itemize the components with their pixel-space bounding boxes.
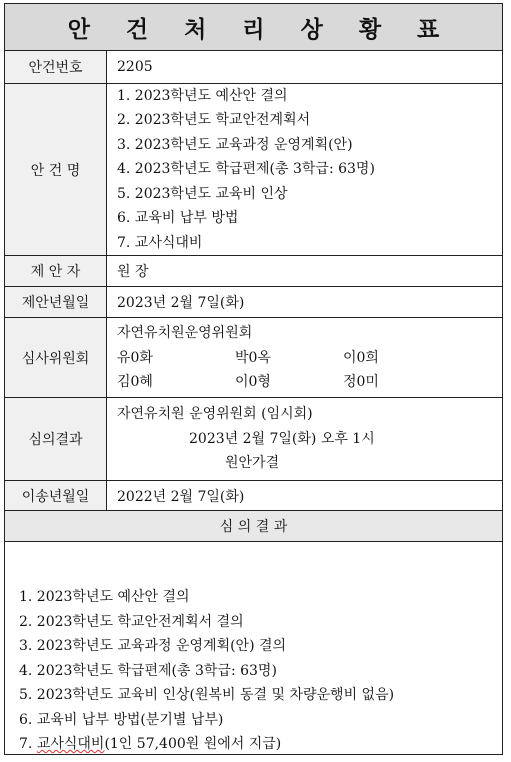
agenda-item: 5. 2023학년도 교육비 인상 [117,185,288,202]
review-committee-label: 심사위원회 [5,318,107,397]
agenda-item: 2. 2023학년도 학교안전계획서 [117,112,311,129]
proposer-row [5,256,502,287]
deliberation-value [107,398,502,480]
review-committee-value [107,318,502,397]
transfer-date-label: 이송년월일 [5,481,107,510]
agenda-row [5,84,502,256]
result-item: 5. 2023학년도 교육비 인상(원복비 동결 및 차량운행비 없음) [19,687,395,703]
deliberation-row [5,398,502,481]
deliberation-decision: 원안가결 [225,455,280,472]
results-heading: 심 의 결 과 [5,511,502,542]
committee-name: 자연유치원운영위원회 [117,325,253,342]
result-item-underlined: 교사식대비 [36,736,105,752]
document-sheet [4,3,503,755]
proposal-date-row [5,287,502,318]
agenda-item: 1. 2023학년도 예산안 결의 [117,87,288,104]
proposal-date-value: 2023년 2월 7일(화) [117,295,245,311]
committee-member: 박0옥 [235,349,271,366]
result-item: 6. 교육비 납부 방법(분기별 납부) [19,711,224,728]
review-committee-row [5,318,502,398]
page-title-text: 안 건 처 리 상 황 표 [67,16,454,43]
agenda-item: 3. 2023학년도 교육과정 운영계획(안) [117,136,353,153]
agenda-number-row [5,51,502,84]
transfer-date-value: 2022년 2월 7일(화) [117,488,245,505]
result-item-suffix: (1인 57,400원 원에서 지급) [104,736,282,752]
result-item: 3. 2023학년도 교육과정 운영계획(안) 결의 [19,638,287,654]
committee-member: 유0화 [117,349,153,366]
deliberation-datetime: 2023년 2월 7일(화) 오후 1시 [189,430,375,447]
result-item: 2. 2023학년도 학교안전계획서 결의 [19,613,244,630]
transfer-date-row [5,481,502,511]
proposal-date-label: 제안년월일 [5,287,107,317]
result-item: 4. 2023학년도 학급편제(총 3학급: 63명) [19,662,277,679]
committee-members [117,346,492,394]
agenda-number-value: 2205 [117,59,153,75]
proposer-label: 제 안 자 [5,256,107,286]
deliberation-label: 심의결과 [5,398,107,480]
agenda-item: 4. 2023학년도 학급편제(총 3학급: 63명) [117,161,375,178]
committee-member: 이0형 [235,373,271,390]
agenda-number-label: 안건번호 [5,51,107,83]
agenda-item: 6. 교육비 납부 방법 [117,210,239,227]
page-title [5,4,502,51]
deliberation-meeting: 자연유치원 운영위원회 (임시회) [117,406,313,423]
result-item: 1. 2023학년도 예산안 결의 [19,589,190,605]
agenda-item: 7. 교사식대비 [117,234,203,251]
agenda-list [107,84,502,255]
result-item-prefix: 7. [19,736,37,752]
result-item [19,732,502,757]
committee-member: 김0혜 [117,373,153,390]
committee-member: 정0미 [343,373,379,390]
proposer-value: 원 장 [117,264,149,280]
agenda-label: 안 건 명 [5,84,107,255]
committee-member: 이0희 [343,349,379,366]
results-list [5,542,502,757]
